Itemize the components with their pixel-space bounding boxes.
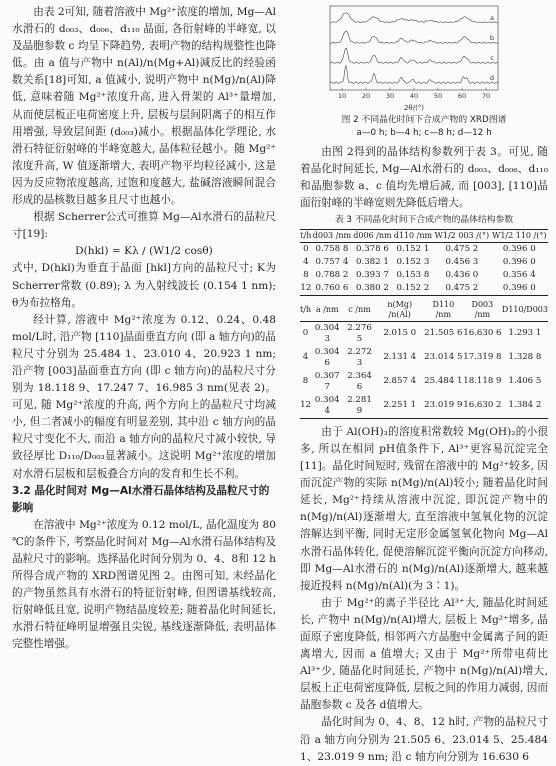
table-3-part-2-cell: 21.505 6 xyxy=(424,328,463,339)
xrd-curve-c xyxy=(330,48,498,63)
table-3-part-2-header-cell: c /nm xyxy=(343,299,375,322)
table-3-part-1-cell: 0.456 3 xyxy=(445,256,479,267)
table-3-part-2-cell: 2.251 1 xyxy=(383,400,417,411)
right-paragraph-4: 晶化时间为 0、4、8、12 h时, 产物的晶粒尺寸沿 a 轴方向分别为 21.505 6、23.014 5、25.484 1、23.019 9 nm; 沿 c 轴方向分别为 16.630 6 xyxy=(300,716,548,763)
table-3-part-1-header-cell: d006 /nm xyxy=(352,229,393,242)
xrd-figure xyxy=(318,4,508,112)
table-3-part-2-cell: 23.019 9 xyxy=(424,400,463,411)
table-3-part-2-cell: 2.131 4 xyxy=(383,352,417,363)
table-3-part-1-cell: 0.475 2 xyxy=(445,282,479,293)
table-3-part-2-header-cell: a /nm xyxy=(311,299,343,322)
table-3-part-2-header-cell: D003 /nm xyxy=(463,299,502,322)
table-3-part-2-row xyxy=(300,321,548,346)
x-axis-label: 2θ/(°) xyxy=(403,104,425,112)
table-3-part-1-header-cell: t/h xyxy=(300,229,312,242)
table-3-part-2-cell: 2.857 4 xyxy=(383,376,417,387)
x-tick-label: 60 xyxy=(457,92,467,100)
table-3-part-2-header-cell: t/h xyxy=(300,299,311,322)
right-column xyxy=(300,4,548,766)
table-3-part-2 xyxy=(300,299,548,419)
table-3-part-2-cell: 16.630 6 xyxy=(463,328,502,339)
x-tick-label: 10 xyxy=(337,92,347,100)
left-paragraph-2: 根据 Scherrer公式可推算 Mg—Al水滑石的晶粒尺寸[19]: xyxy=(12,211,276,241)
curve-label-b: b xyxy=(489,34,494,42)
table-3-part-1-header-cell: W1/2 110 /(°) xyxy=(491,229,548,242)
x-tick-label: 40 xyxy=(409,92,419,100)
table-3-part-2-cell: 0.304 6 xyxy=(314,346,340,368)
table-3-part-1-cell: 0.396 0 xyxy=(502,282,536,293)
table-3-part-2-cell: 0 xyxy=(302,328,309,339)
table-3-part-2-cell: 2.272 3 xyxy=(347,346,372,368)
table-3-part-2-cell: 0.304 3 xyxy=(314,322,340,344)
table-3-part-2-header-cell: D110/D003 xyxy=(502,299,548,322)
right-paragraph-2: 由于 Al(OH)₃的溶度积常数较 Mg(OH)₂的小很多, 所以在相同 pH值条件下, Al³⁺更容易沉淀完全[11]。晶化时间短时, 残留在溶液中的 Mg²⁺较多, 因而沉淀产物的实际 n(Mg)/n(Al)较小; 随着晶化时间延长, Mg²⁺持续从溶液中沉淀, 即沉淀产物中的 n(Mg)/n(Al)逐渐增大, 直至溶液中氢氧化物的沉淀溶解达到平衡, 同时无定形金属氢氧化物向 Mg—Al水滑石晶体转化, 促使溶解沉淀平衡向沉淀方向移动, 即 Mg—Al水滑石的 n(Mg)/n(Al)逐渐增大, 越来越接近投料 n(Mg)/n(Al)(为 3∶1)。 xyxy=(300,425,548,592)
table-3-part-2-cell: 0.304 4 xyxy=(314,394,340,416)
curve-label-a: a xyxy=(490,14,494,22)
table-3-part-1-row xyxy=(300,256,548,269)
table-3-part-2-cell: 23.014 5 xyxy=(424,352,463,363)
x-tick-label: 30 xyxy=(385,92,395,100)
table-3-part-1-cell: 12 xyxy=(300,282,312,293)
table-3-part-2-header-cell: D110 /nm xyxy=(424,299,463,322)
table-3-part-2-cell: 25.484 1 xyxy=(424,376,463,387)
table-3-part-1-cell: 0.152 1 xyxy=(396,243,430,254)
table-3-part-1-cell: 8 xyxy=(303,269,309,280)
xrd-curve-b xyxy=(330,31,498,43)
section-heading-3-2: 3.2 晶化时间对 Mg—Al水滑石晶体结构及晶粒尺寸的影响 xyxy=(12,484,270,514)
table-3-part-1-cell: 0.393 7 xyxy=(356,269,389,280)
table-3-part-2-cell: 8 xyxy=(302,376,309,387)
table-3-part-2-cell: 2.015 0 xyxy=(383,328,417,339)
table-3-part-1-header-cell: d110 /nm xyxy=(393,229,434,242)
table-3-part-2-cell: 1.384 2 xyxy=(508,400,542,411)
table-3-part-2-cell: 4 xyxy=(302,352,309,363)
right-paragraph-3: 由于 Mg²⁺的离子半径比 Al³⁺大, 随晶化时间延长, 产物中 n(Mg)/n(Al)增大, 层板上 Mg²⁺增多, 晶面原子密度降低, 相邻两六方晶胞中金属离子间的距离增大, 因而 a 值增大; 又由于 Mg²⁺所带电荷比 Al³⁺少, 随晶化时间延长, 产物中 n(Mg)/n(Al)增大, 层板上正电荷密度降低, 层板之间的作用力减弱, 因而晶胞参数 c 及各 d值增大。 xyxy=(300,596,548,712)
table-3-part-2-row xyxy=(300,394,548,419)
table-3-part-1-cell: 0.356 4 xyxy=(502,269,536,280)
x-tick-label: 50 xyxy=(433,92,443,100)
table-3-part-1-header-cell: W1/2 003 /(°) xyxy=(433,229,490,242)
table-3-part-2-row xyxy=(300,346,548,370)
left-paragraph-5: 在溶液中 Mg²⁺浓度为 0.12 mol/L, 晶化温度为 80 ℃的条件下, 考察晶化时间对 Mg—Al水滑石晶体结构及晶粒尺寸的影响。选择晶化时间分别为 0、4、8和 12 h所得合成产物的 XRD图谱见图 2。由图可知, 未经晶化的产物虽然具有水滑石的特征衍射峰, 但图谱基线较高, 衍射峰低且宽, 说明产物结晶度较差; 随着晶化时间延长, 水滑石特征峰明显增强且尖锐, 基线逐渐降低, 表明晶体完整性增强。 xyxy=(12,518,276,651)
left-paragraph-4: 经计算, 溶液中 Mg²⁺浓度为 0.12、0.24、0.48 mol/L时, 沿产物 [110]晶面垂直方向 (即 a 轴方向)的晶粒尺寸分别为 25.484 1、23.010 4、20.923 1 nm; 沿产物 [003]晶面垂直方向 (即 c 轴方向)的晶粒尺寸分别为 18.118 9、17.247 7、16.985 3 nm(见表 2)。可见, 随 Mg²⁺浓度的升高, 两个方向上的晶粒尺寸均减小, 但二者减小的幅度有明显差别, 其中沿 c 轴方向的晶粒尺寸变化不大, 而沿 a 轴方向的晶粒尺寸减小较快, 导致径厚比 D₁₁₀/D₀₀₃显著减小。这说明 Mg²⁺浓度的增加对水滑石层板和层板叠合方向的发育和生长不利。 xyxy=(12,313,276,480)
table-caption: 表 3 不同晶化时间下合成产物的晶体结构参数 xyxy=(334,215,514,226)
table-3-part-1-cell: 4 xyxy=(303,256,309,267)
xrd-curve-d xyxy=(330,66,498,84)
table-3-part-1-cell: 0.153 8 xyxy=(396,269,430,280)
plot-frame xyxy=(330,6,498,90)
xrd-curve-a xyxy=(330,13,498,23)
table-3-part-1-cell: 0.378 6 xyxy=(356,243,389,254)
table-3-part-1-cell: 0 xyxy=(303,243,309,254)
table-3-part-2-cell: 12 xyxy=(300,400,311,411)
right-paragraph-1: 由图 2得到的晶体结构参数列于表 3。可见, 随着晶化时间延长, Mg—Al水滑石的 d₀₀₃、d₀₀₆、d₁₁₀和晶胞参数 a、c 值均先增后减, 而 [003], [110]晶面衍射峰的半峰宽则先降低后增大。 xyxy=(300,146,548,210)
table-3-part-2-row xyxy=(300,370,548,394)
table-3-part-2-cell: 2.276 5 xyxy=(347,322,372,344)
table-3-part-1-cell: 0.475 2 xyxy=(445,243,479,254)
table-3-part-2-cell: 2.281 9 xyxy=(347,394,372,416)
table-3-part-1-header-cell: d003 /nm xyxy=(312,229,353,242)
x-tick-label: 70 xyxy=(481,92,491,100)
scherrer-formula: D(hkl) = Kλ / (W1/2 cosθ) xyxy=(75,245,213,258)
table-3-part-1-cell: 0.758 8 xyxy=(315,243,349,254)
table-3-part-1-cell: 0.396 0 xyxy=(502,243,536,254)
table-3-part-1 xyxy=(300,229,548,296)
table-3-part-1-row xyxy=(300,282,548,296)
table-3-part-1-cell: 0.788 2 xyxy=(315,269,349,280)
table-3-part-2-cell: 0.307 7 xyxy=(314,370,340,392)
table-3-part-2-header-cell: n(Mg) /n(Al) xyxy=(376,299,424,322)
table-3-part-2-cell: 17.319 8 xyxy=(463,352,502,363)
left-column xyxy=(12,4,276,654)
table-3-part-2-cell: 1.406 5 xyxy=(508,376,542,387)
table-3-part-1-cell: 0.152 2 xyxy=(396,282,430,293)
table-3-part-2-cell: 16.630 2 xyxy=(463,400,502,411)
figure-caption: 图 2 不同晶化时间下合成产物的 XRD图谱 xyxy=(341,115,507,125)
table-3-part-1-cell: 0.760 6 xyxy=(315,282,349,293)
table-3-part-2-cell: 1.328 8 xyxy=(508,352,542,363)
table-3-part-1-cell: 0.396 0 xyxy=(502,256,536,267)
table-3-part-1-row xyxy=(300,242,548,256)
left-paragraph-3: 式中, D(hkl)为垂直于晶面 [hkl]方向的晶粒尺寸; K为 Scherrer常数 (0.89); λ 为入射线波长 (0.154 1 nm); θ为布拉格角。 xyxy=(12,262,276,309)
left-paragraph-1: 由表 2可知, 随着溶液中 Mg²⁺浓度的增加, Mg—Al水滑石的 d₀₀₃、d₀₀₆、d₁₁₀ 晶面, 各衍射峰的半峰宽, 以及晶胞参数 c 均呈下降趋势, 表明产物的结构规整性也降低。由 a 值与产物中 n(Al)/n(Mg+Al)减反比的经验函数关系[18]可知, a 值减小, 说明产物中 n(Mg)/n(Al)降低, 意味着随 Mg²⁺浓度升高, 进入骨架的 Al³⁺量增加, 从而使层板正电荷密度上升, 层板与层间阴离子的相互作用增强, 导致层间距 (d₀₀₃)减小。根据晶体化学理论, 水滑石特征衍射峰的半峰宽越大, 晶体粒径越小。随 Mg²⁺浓度升高, W 值逐渐增大, 表明产物平均粒径减小, 这是因为反应物浓度越高, 过饱和度越大, 盐碱溶液瞬间混合形成的晶核数目越多且尺寸也越小。 xyxy=(12,6,276,207)
table-3-part-1-cell: 0.152 3 xyxy=(396,256,430,267)
table-3-part-2-cell: 18.118 9 xyxy=(463,376,502,387)
table-3-part-1-cell: 0.382 1 xyxy=(356,256,389,267)
curve-label-d: d xyxy=(489,74,494,82)
figure-sub-caption: a—0 h; b—4 h; c—8 h; d—12 h xyxy=(356,127,492,138)
table-3-part-2-cell: 2.364 6 xyxy=(347,370,372,392)
table-3-part-2-cell: 1.293 1 xyxy=(508,328,542,339)
table-3-part-1-cell: 0.757 4 xyxy=(315,256,349,267)
x-tick-label: 20 xyxy=(361,92,371,100)
table-3-part-1-row xyxy=(300,269,548,282)
table-3-part-1-cell: 0.436 0 xyxy=(445,269,479,280)
curve-label-c: c xyxy=(490,54,494,62)
table-3-part-1-cell: 0.380 2 xyxy=(356,282,389,293)
